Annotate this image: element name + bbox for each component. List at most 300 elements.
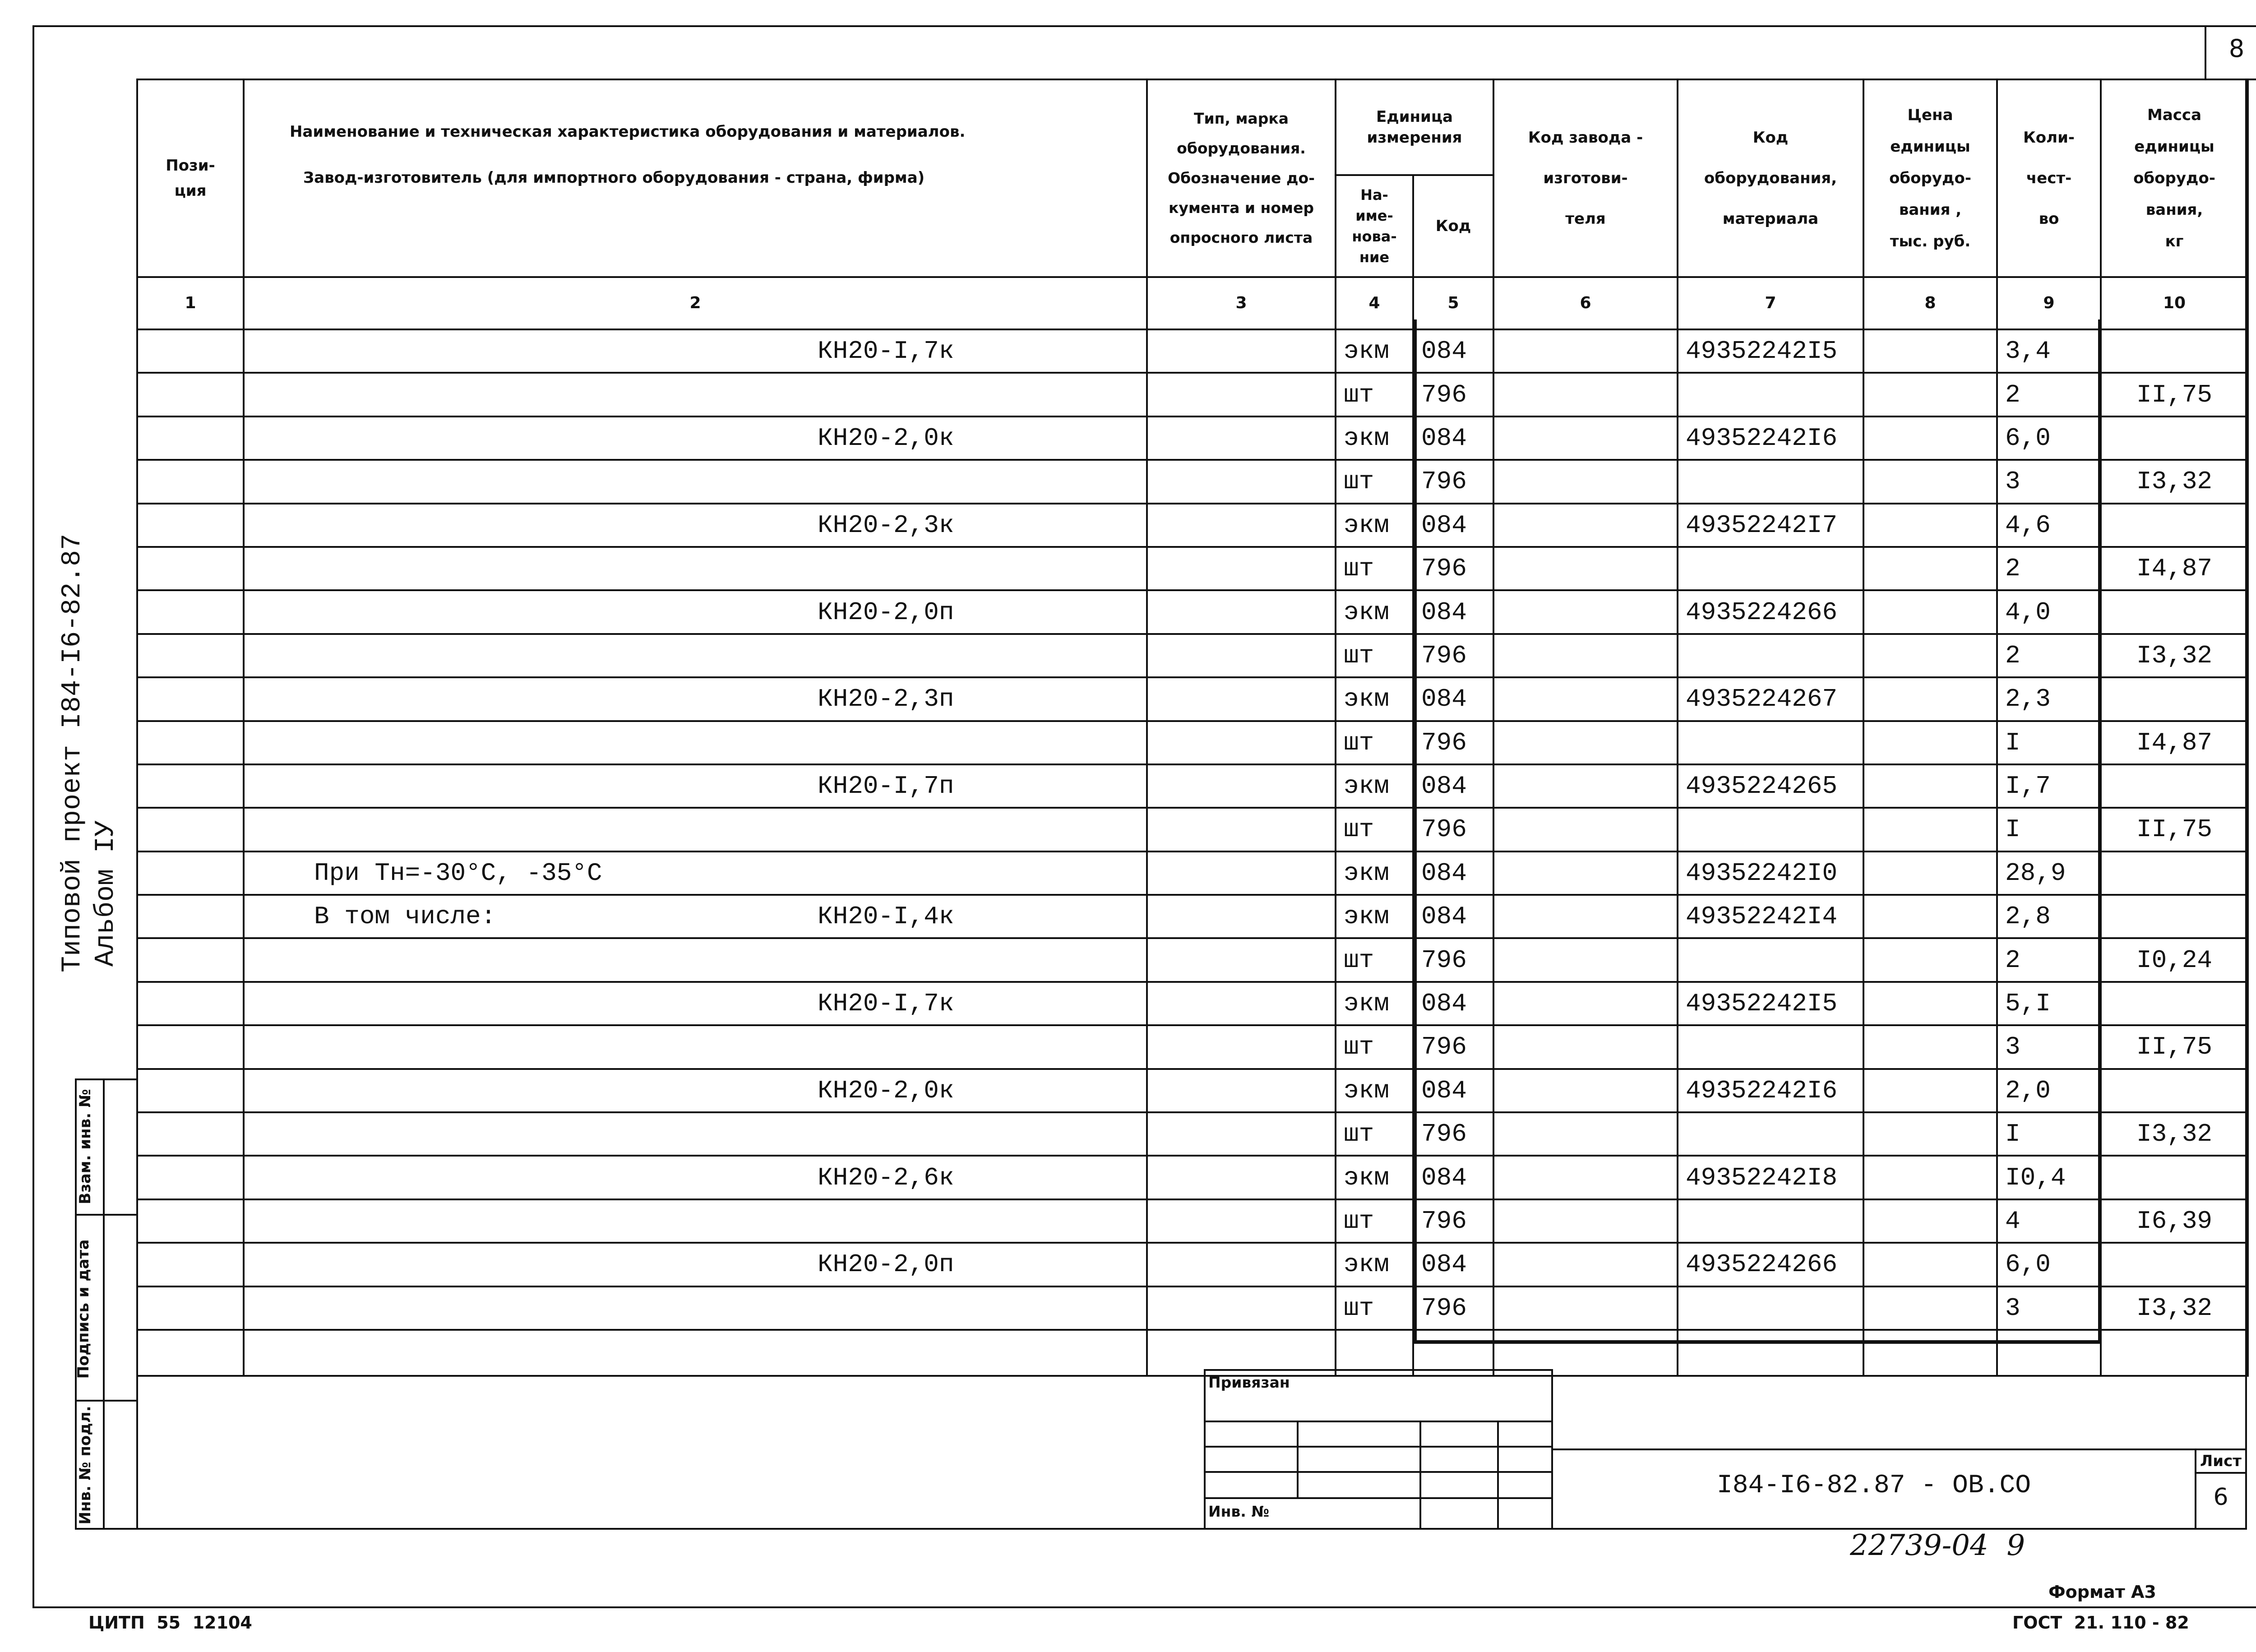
table-row <box>137 1025 2248 1069</box>
cell-name <box>244 677 1147 721</box>
cell-maker-code <box>1493 895 1678 938</box>
cell-material-code: 49352242I7 <box>1678 504 1863 547</box>
cell-mass: I3,32 <box>2101 634 2248 677</box>
cell-unit: шт <box>1336 1025 1413 1069</box>
cell-material-code <box>1678 721 1863 764</box>
cell-type <box>1147 460 1336 503</box>
cell-mass: I3,32 <box>2101 460 2248 503</box>
cell-unit-code: 796 <box>1413 1112 1493 1156</box>
cell-unit-code: 084 <box>1413 416 1493 460</box>
cell-unit-code: 084 <box>1413 504 1493 547</box>
inv-no-label: Инв. № <box>1208 1503 1270 1520</box>
colnum-6: 6 <box>1493 277 1678 329</box>
cell-material-code <box>1678 373 1863 416</box>
cell-type <box>1147 764 1336 808</box>
cell-maker-code <box>1493 1243 1678 1286</box>
cell-unit: экм <box>1336 504 1413 547</box>
cell-unit: экм <box>1336 416 1413 460</box>
cell-unit-code: 084 <box>1413 895 1493 938</box>
table-row <box>137 460 2248 503</box>
cell-type <box>1147 547 1336 590</box>
cell-maker-code <box>1493 808 1678 851</box>
cell-quantity: I,7 <box>1997 764 2101 808</box>
cell-position <box>137 895 244 938</box>
cell-quantity: 3,4 <box>1997 329 2101 373</box>
cell-name <box>244 808 1147 851</box>
cell-material-code: 49352242I4 <box>1678 895 1863 938</box>
cell-name <box>244 460 1147 503</box>
cell-unit-code: 084 <box>1413 851 1493 895</box>
cell-unit: шт <box>1336 1286 1413 1330</box>
table-row <box>137 590 2248 634</box>
cell-material-code <box>1678 460 1863 503</box>
cell-price <box>1863 329 1997 373</box>
cell-unit: шт <box>1336 1199 1413 1243</box>
cell-material-code: 49352242I8 <box>1678 1156 1863 1199</box>
cell-unit-code: 796 <box>1413 460 1493 503</box>
cell-mass <box>2101 590 2248 634</box>
cell-unit: шт <box>1336 460 1413 503</box>
cell-position <box>137 416 244 460</box>
cell-type <box>1147 1156 1336 1199</box>
cell-name <box>244 590 1147 634</box>
table-row <box>137 1286 2248 1330</box>
cell-maker-code <box>1493 1199 1678 1243</box>
cell-material-code: 4935224265 <box>1678 764 1863 808</box>
cell-maker-code <box>1493 590 1678 634</box>
cell-position <box>137 1069 244 1112</box>
stamp-vzam-inv: Взам. инв. № <box>76 1089 94 1204</box>
cell-type <box>1147 895 1336 938</box>
cell-material-code: 49352242I5 <box>1678 982 1863 1025</box>
cell-unit: экм <box>1336 1243 1413 1286</box>
gost-label: ГОСТ 21. 110 - 82 <box>2012 1613 2189 1633</box>
cell-mass <box>2101 1069 2248 1112</box>
header-mass: Масса единицы оборудо- вания, кг <box>2101 79 2248 277</box>
header-unit-code: Код <box>1413 175 1493 277</box>
cell-name <box>244 504 1147 547</box>
cell-price <box>1863 373 1997 416</box>
cell-position <box>137 590 244 634</box>
cell-type <box>1147 938 1336 981</box>
row-designation: КН20-2,3к <box>818 510 954 540</box>
cell-unit: шт <box>1336 547 1413 590</box>
cell-name <box>244 1025 1147 1069</box>
cell-unit-code: 084 <box>1413 1069 1493 1112</box>
cell-name <box>244 416 1147 460</box>
cell-unit-code: 796 <box>1413 634 1493 677</box>
cell-quantity: 2,3 <box>1997 677 2101 721</box>
row-designation: КН20-2,0п <box>818 597 954 627</box>
cell-position <box>137 1286 244 1330</box>
cell-quantity: 2,8 <box>1997 895 2101 938</box>
cell-material-code: 49352242I5 <box>1678 329 1863 373</box>
cell-maker-code <box>1493 721 1678 764</box>
table-row <box>137 1156 2248 1199</box>
cell-quantity: 4,6 <box>1997 504 2101 547</box>
cell-unit-code: 084 <box>1413 590 1493 634</box>
cell-mass <box>2101 982 2248 1025</box>
cell-unit: шт <box>1336 721 1413 764</box>
cell-quantity: 2 <box>1997 373 2101 416</box>
cell-type <box>1147 634 1336 677</box>
cell-unit: шт <box>1336 1112 1413 1156</box>
cell-unit: экм <box>1336 1069 1413 1112</box>
cell-unit: экм <box>1336 590 1413 634</box>
cell-type <box>1147 504 1336 547</box>
table-row <box>137 938 2248 981</box>
cell-unit: шт <box>1336 808 1413 851</box>
column-numbers-row <box>137 277 2248 329</box>
cell-price <box>1863 982 1997 1025</box>
cell-name <box>244 764 1147 808</box>
row-designation: КН20-2,0п <box>818 1250 954 1279</box>
cell-price <box>1863 1243 1997 1286</box>
cell-price <box>1863 590 1997 634</box>
cell-unit: экм <box>1336 329 1413 373</box>
cell-unit-code: 796 <box>1413 1286 1493 1330</box>
cell-material-code <box>1678 1112 1863 1156</box>
cell-name <box>244 1243 1147 1286</box>
cell-mass <box>2101 329 2248 373</box>
stamp-podpis-data: Подпись и дата <box>74 1239 92 1379</box>
cell-maker-code <box>1493 982 1678 1025</box>
cell-quantity: 28,9 <box>1997 851 2101 895</box>
table-row <box>137 373 2248 416</box>
cell-price <box>1863 808 1997 851</box>
cell-price <box>1863 1199 1997 1243</box>
cell-name <box>244 1112 1147 1156</box>
cell-unit-code: 796 <box>1413 721 1493 764</box>
cell-name <box>244 634 1147 677</box>
cell-maker-code <box>1493 677 1678 721</box>
thick-line-col9-right <box>2098 319 2102 1344</box>
header-price: Цена единицы оборудо- вания , тыс. руб. <box>1863 79 1997 277</box>
header-maker-code: Код завода - изготови- теля <box>1493 79 1678 277</box>
cell-position <box>137 677 244 721</box>
table-row <box>137 851 2248 895</box>
thick-line-col5-left <box>1413 319 1417 1344</box>
row-designation: КН20-I,7к <box>818 989 954 1018</box>
cell-position <box>137 547 244 590</box>
cell-maker-code <box>1493 1112 1678 1156</box>
cell-unit: экм <box>1336 895 1413 938</box>
cell-unit-code: 084 <box>1413 677 1493 721</box>
row-note: При Тн=-30°С, -35°С <box>314 858 602 888</box>
header-name-line1: Наименование и техническая характеристика оборудования и материалов. <box>290 123 966 141</box>
cell-unit: шт <box>1336 634 1413 677</box>
cell-name <box>244 938 1147 981</box>
cell-mass <box>2101 504 2248 547</box>
cell-quantity: 6,0 <box>1997 1243 2101 1286</box>
cell-mass: I6,39 <box>2101 1199 2248 1243</box>
cell-material-code <box>1678 1199 1863 1243</box>
cell-type <box>1147 808 1336 851</box>
cell-name <box>244 1156 1147 1199</box>
colnum-1: 1 <box>137 277 244 329</box>
cell-price <box>1863 764 1997 808</box>
sheet-number: 6 <box>2213 1484 2228 1511</box>
row-designation: КН20-2,6к <box>818 1163 954 1192</box>
cell-type <box>1147 590 1336 634</box>
cell-unit-code: 084 <box>1413 764 1493 808</box>
cell-unit-code: 084 <box>1413 1243 1493 1286</box>
privyazan-label: Привязан <box>1208 1374 1290 1391</box>
cell-name <box>244 1199 1147 1243</box>
specification-table <box>136 79 2249 1377</box>
header-name-line2: Завод-изготовитель (для импортного оборудования - страна, фирма) <box>303 169 925 187</box>
cell-quantity: 4,0 <box>1997 590 2101 634</box>
cell-position <box>137 764 244 808</box>
cell-unit-code: 796 <box>1413 1199 1493 1243</box>
table-row <box>137 982 2248 1025</box>
cell-price <box>1863 1069 1997 1112</box>
cell-type <box>1147 373 1336 416</box>
cell-maker-code <box>1493 1286 1678 1330</box>
cell-quantity: 6,0 <box>1997 416 2101 460</box>
table-row <box>137 1069 2248 1112</box>
cell-maker-code <box>1493 329 1678 373</box>
cell-type <box>1147 1243 1336 1286</box>
row-designation: КН20-2,0к <box>818 423 954 453</box>
cell-mass: I3,32 <box>2101 1286 2248 1330</box>
cell-mass <box>2101 895 2248 938</box>
row-note: В том числе: <box>314 902 496 931</box>
cell-material-code <box>1678 808 1863 851</box>
thick-line-bottom <box>1413 1340 2102 1344</box>
cell-quantity: I <box>1997 1112 2101 1156</box>
cell-unit: экм <box>1336 1156 1413 1199</box>
cell-quantity: 3 <box>1997 1286 2101 1330</box>
cell-position <box>137 1243 244 1286</box>
cell-position <box>137 1025 244 1069</box>
cell-mass <box>2101 851 2248 895</box>
header-position: Пози- ция <box>137 79 244 277</box>
format-label: Формат А3 <box>2048 1582 2156 1602</box>
cell-maker-code <box>1493 547 1678 590</box>
cell-quantity: 3 <box>1997 1025 2101 1069</box>
cell-quantity: 3 <box>1997 460 2101 503</box>
cell-material-code: 49352242I6 <box>1678 416 1863 460</box>
cell-quantity: I <box>1997 808 2101 851</box>
cell-quantity: I <box>1997 721 2101 764</box>
header-unit-name: На- име- нова- ние <box>1336 175 1413 277</box>
cell-quantity: 2,0 <box>1997 1069 2101 1112</box>
cell-maker-code <box>1493 1025 1678 1069</box>
cell-position <box>137 329 244 373</box>
cell-unit: экм <box>1336 982 1413 1025</box>
table-row <box>137 808 2248 851</box>
cell-name <box>244 373 1147 416</box>
row-designation: КН20-2,0к <box>818 1076 954 1105</box>
cell-position <box>137 808 244 851</box>
cell-position <box>137 634 244 677</box>
cell-mass: II,75 <box>2101 373 2248 416</box>
cell-type <box>1147 982 1336 1025</box>
colnum-8: 8 <box>1863 277 1997 329</box>
cell-name <box>244 982 1147 1025</box>
cell-unit: шт <box>1336 373 1413 416</box>
cell-material-code <box>1678 634 1863 677</box>
cell-position <box>137 1156 244 1199</box>
cell-unit: экм <box>1336 851 1413 895</box>
cell-unit: шт <box>1336 938 1413 981</box>
cell-type <box>1147 1199 1336 1243</box>
table-row <box>137 1112 2248 1156</box>
cell-maker-code <box>1493 460 1678 503</box>
row-designation: КН20-I,7п <box>818 772 954 801</box>
cell-position <box>137 851 244 895</box>
row-designation: КН20-I,7к <box>818 337 954 366</box>
cell-mass: II,75 <box>2101 1025 2248 1069</box>
handwritten-number: 22739-04 9 <box>1850 1529 2025 1562</box>
table-row <box>137 677 2248 721</box>
cell-quantity: 2 <box>1997 547 2101 590</box>
cell-quantity: 5,I <box>1997 982 2101 1025</box>
cell-material-code: 4935224266 <box>1678 590 1863 634</box>
cell-material-code <box>1678 938 1863 981</box>
cell-price <box>1863 1112 1997 1156</box>
cell-type <box>1147 677 1336 721</box>
cell-price <box>1863 938 1997 981</box>
cell-unit-code: 796 <box>1413 1025 1493 1069</box>
table-row <box>137 1199 2248 1243</box>
cell-price <box>1863 634 1997 677</box>
cell-mass: I4,87 <box>2101 721 2248 764</box>
table-row <box>137 764 2248 808</box>
cell-name <box>244 329 1147 373</box>
cell-mass <box>2101 764 2248 808</box>
colnum-5: 5 <box>1413 277 1493 329</box>
cell-name <box>244 547 1147 590</box>
table-row <box>137 329 2248 373</box>
cell-material-code <box>1678 1286 1863 1330</box>
cell-name <box>244 721 1147 764</box>
title-block <box>136 1344 2247 1530</box>
cell-maker-code <box>1493 851 1678 895</box>
cell-name <box>244 895 1147 938</box>
cell-unit-code: 084 <box>1413 982 1493 1025</box>
header-quantity: Коли- чест- во <box>1997 79 2101 277</box>
cell-maker-code <box>1493 1156 1678 1199</box>
header-name <box>244 79 1147 277</box>
cell-mass: I3,32 <box>2101 1112 2248 1156</box>
side-album: Альбом IУ <box>91 820 121 967</box>
cell-price <box>1863 1156 1997 1199</box>
table-row <box>137 895 2248 938</box>
cell-maker-code <box>1493 1069 1678 1112</box>
cell-maker-code <box>1493 416 1678 460</box>
row-designation: КН20-I,4к <box>818 902 954 931</box>
cell-maker-code <box>1493 373 1678 416</box>
cell-price <box>1863 851 1997 895</box>
table-row <box>137 416 2248 460</box>
cell-price <box>1863 416 1997 460</box>
stamp-inv-podl: Инв. № подл. <box>76 1406 94 1525</box>
cell-name <box>244 1069 1147 1112</box>
row-designation: КН20-2,3п <box>818 685 954 714</box>
table-row <box>137 504 2248 547</box>
header-unit-group: Единица измерения <box>1336 79 1493 175</box>
cell-price <box>1863 460 1997 503</box>
cell-unit-code: 084 <box>1413 329 1493 373</box>
colnum-4: 4 <box>1336 277 1413 329</box>
colnum-2: 2 <box>244 277 1147 329</box>
cell-position <box>137 938 244 981</box>
cell-mass <box>2101 416 2248 460</box>
cell-maker-code <box>1493 764 1678 808</box>
cell-position <box>137 504 244 547</box>
cell-type <box>1147 851 1336 895</box>
cell-maker-code <box>1493 938 1678 981</box>
cell-price <box>1863 547 1997 590</box>
top-sheet-number: 8 <box>2228 34 2245 63</box>
cell-unit-code: 084 <box>1413 1156 1493 1199</box>
cell-type <box>1147 1025 1336 1069</box>
cell-price <box>1863 721 1997 764</box>
cell-position <box>137 373 244 416</box>
header-type: Тип, марка оборудования. Обозначение до- кумента и номер опросного листа <box>1147 79 1336 277</box>
cell-quantity: 4 <box>1997 1199 2101 1243</box>
cell-quantity: 2 <box>1997 634 2101 677</box>
cell-material-code <box>1678 1025 1863 1069</box>
cell-mass <box>2101 677 2248 721</box>
cell-quantity: 2 <box>1997 938 2101 981</box>
doc-code: I84-I6-82.87 - ОВ.СО <box>1716 1471 2031 1500</box>
table-row <box>137 1243 2248 1286</box>
cell-type <box>1147 1069 1336 1112</box>
table-row <box>137 634 2248 677</box>
cell-unit: экм <box>1336 677 1413 721</box>
cell-mass: II,75 <box>2101 808 2248 851</box>
cell-type <box>1147 721 1336 764</box>
cell-type <box>1147 1286 1336 1330</box>
cell-unit-code: 796 <box>1413 938 1493 981</box>
cell-price <box>1863 677 1997 721</box>
cell-mass: I4,87 <box>2101 547 2248 590</box>
cell-mass <box>2101 1156 2248 1199</box>
cell-maker-code <box>1493 634 1678 677</box>
colnum-10: 10 <box>2101 277 2248 329</box>
side-project-title: Типовой проект I84-I6-82.87 <box>57 533 88 972</box>
cell-price <box>1863 504 1997 547</box>
cell-position <box>137 1199 244 1243</box>
cell-unit-code: 796 <box>1413 808 1493 851</box>
cell-quantity: I0,4 <box>1997 1156 2101 1199</box>
cell-price <box>1863 1025 1997 1069</box>
cell-type <box>1147 416 1336 460</box>
colnum-7: 7 <box>1678 277 1863 329</box>
cittp-code: ЦИТП 55 12104 <box>88 1613 252 1633</box>
colnum-9: 9 <box>1997 277 2101 329</box>
header-material-code: Код оборудования, материала <box>1678 79 1863 277</box>
sheet-label: Лист <box>2200 1452 2242 1470</box>
cell-unit: экм <box>1336 764 1413 808</box>
cell-price <box>1863 895 1997 938</box>
cell-mass <box>2101 1243 2248 1286</box>
cell-price <box>1863 1286 1997 1330</box>
cell-unit-code: 796 <box>1413 373 1493 416</box>
cell-mass: I0,24 <box>2101 938 2248 981</box>
cell-position <box>137 1112 244 1156</box>
cell-material-code <box>1678 547 1863 590</box>
cell-name <box>244 1286 1147 1330</box>
cell-type <box>1147 329 1336 373</box>
cell-material-code: 49352242I0 <box>1678 851 1863 895</box>
cell-material-code: 4935224266 <box>1678 1243 1863 1286</box>
cell-material-code: 49352242I6 <box>1678 1069 1863 1112</box>
cell-position <box>137 982 244 1025</box>
